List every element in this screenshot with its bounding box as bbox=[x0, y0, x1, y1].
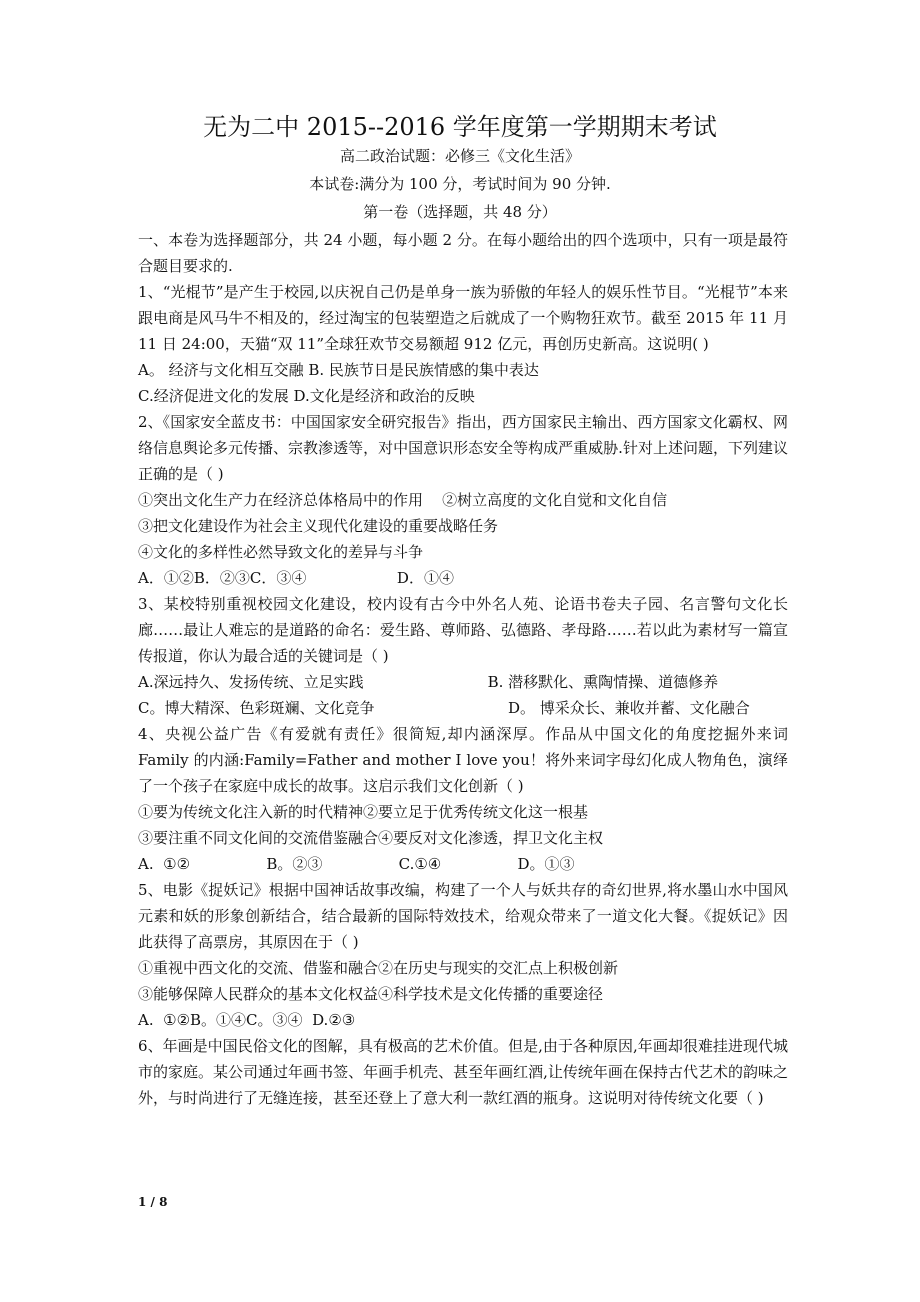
question-1-options-line-1: A。 经济与文化相互交融 B. 民族节日是民族情感的集中表达 bbox=[138, 361, 539, 379]
question-2-item-1: ①突出文化生产力在经济总体格局中的作用 ②树立高度的文化自觉和文化自信 bbox=[138, 491, 668, 509]
document-body bbox=[138, 227, 788, 1111]
question-3-options-line-1: A.深远持久、发扬传统、立足实践 B. 潜移默化、熏陶情操、道德修养 bbox=[138, 673, 719, 691]
exam-subtitle: 高二政治试题：必修三《文化生活》 bbox=[339, 147, 580, 165]
exam-title: 无为二中 2015--2016 学年度第一学期期末考试 bbox=[203, 113, 717, 141]
question-2-item-3: ④文化的多样性必然导致文化的差异与斗争 bbox=[138, 543, 424, 561]
section-instructions: 一、本卷为选择题部分，共 24 小题，每小题 2 分。在每小题给出的四个选项中，只有一项是最符合题目要求的. bbox=[138, 231, 788, 275]
question-5-item-2: ③能够保障人民群众的基本文化权益④科学技术是文化传播的重要途径 bbox=[138, 985, 604, 1003]
question-5-item-1: ①重视中西文化的交流、借鉴和融合②在历史与现实的交汇点上积极创新 bbox=[138, 959, 619, 977]
question-1-stem: 1、“光棍节”是产生于校园,以庆祝自己仍是单身一族为骄傲的年轻人的娱乐性节目。“光棍节”本来跟电商是风马牛不相及的，经过淘宝的包装塑造之后就成了一个购物狂欢节。截至 2015 年 11 月 11 日 24:00，天猫“双 11”全球狂欢节交易额超 912 亿元，再创历史新高。这说明( ) bbox=[138, 283, 788, 353]
question-4-stem: 4、央视公益广告《有爱就有责任》很简短,却内涵深厚。作品从中国文化的角度挖掘外来词 Family 的内涵:Family=Father and mother I love you！将外来词字母幻化成人物角色，演绎了一个孩子在家庭中成长的故事。这启示我们文化创新（ ) bbox=[138, 725, 788, 795]
question-3-stem: 3、某校特别重视校园文化建设，校内设有古今中外名人苑、论语书卷夫子园、名言警句文化长廊……最让人难忘的是道路的命名：爱生路、尊师路、弘德路、孝母路……若以此为素材写一篇宣传报道，你认为最合适的关键词是（ ) bbox=[138, 595, 788, 665]
question-2-item-2: ③把文化建设作为社会主义现代化建设的重要战略任务 bbox=[138, 517, 499, 535]
question-4-options: A. ①② B。②③ C.①④ D。①③ bbox=[138, 855, 575, 873]
question-6-stem: 6、年画是中国民俗文化的图解，具有极高的艺术价值。但是,由于各种原因,年画却很难挂进现代城市的家庭。某公司通过年画书签、年画手机壳、甚至年画红酒,让传统年画在保持古代艺术的韵味之外，与时尚进行了无缝连接，甚至还登上了意大利一款红酒的瓶身。这说明对待传统文化要（ ) bbox=[138, 1037, 788, 1107]
part-title: 第一卷（选择题，共 48 分） bbox=[363, 203, 557, 221]
question-4-item-1: ①要为传统文化注入新的时代精神②要立足于优秀传统文化这一根基 bbox=[138, 803, 589, 821]
question-2-options: A．①②B．②③C．③④ D．①④ bbox=[138, 569, 454, 587]
question-5-options: A. ①②B。①④C。③④ D.②③ bbox=[138, 1011, 356, 1029]
question-2-stem: 2、《国家安全蓝皮书：中国国家安全研究报告》指出，西方国家民主输出、西方国家文化霸权、网络信息舆论多元传播、宗教渗透等，对中国意识形态安全等构成严重威胁.针对上述问题，下列建议正确的是（ ) bbox=[138, 413, 788, 483]
question-4-item-2: ③要注重不同文化间的交流借鉴融合④要反对文化渗透，捍卫文化主权 bbox=[138, 829, 604, 847]
question-3-options-line-2: C。博大精深、色彩斑斓、文化竞争 D。 博采众长、兼收并蓄、文化融合 bbox=[138, 699, 750, 717]
page-number: 1 / 8 bbox=[138, 1195, 168, 1209]
question-1-options-line-2: C.经济促进文化的发展 D.文化是经济和政治的反映 bbox=[138, 387, 475, 405]
question-5-stem: 5、电影《捉妖记》根据中国神话故事改编，构建了一个人与妖共存的奇幻世界,将水墨山水中国风元素和妖的形象创新结合，结合最新的国际特效技术，给观众带来了一道文化大餐。《捉妖记》因此获得了高票房，其原因在于（ ) bbox=[138, 881, 788, 951]
exam-info: 本试卷:满分为 100 分，考试时间为 90 分钟. bbox=[309, 175, 611, 193]
